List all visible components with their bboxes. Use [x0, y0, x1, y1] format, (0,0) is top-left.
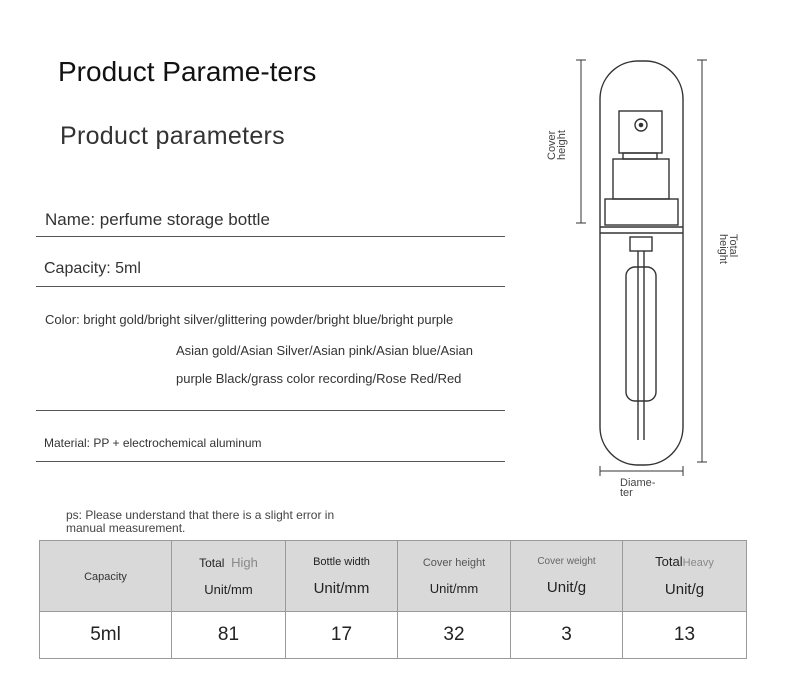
table-row	[40, 612, 747, 659]
value-cover-weight: 3	[511, 612, 623, 659]
spec-name: Name: perfume storage bottle	[45, 210, 270, 229]
spec-material: Material: PP + electrochemical aluminum	[44, 436, 262, 450]
value-total-high: 81	[172, 612, 286, 659]
header-cover-height: Cover height Unit/mm	[398, 541, 511, 612]
measurement-note: ps: Please understand that there is a slight error in manual measurement.	[66, 508, 335, 535]
header-total-high: Total High Unit/mm	[172, 541, 286, 612]
spec-color-line-2: Asian gold/Asian Silver/Asian pink/Asian blue/Asian	[176, 343, 474, 358]
bottle-outline	[600, 61, 683, 465]
divider	[36, 410, 505, 411]
spec-color-line-3: purple Black/grass color recording/Rose Red/Red	[176, 371, 462, 386]
diameter-label: Diame- ter	[620, 477, 656, 499]
page-subtitle: Product parameters	[60, 122, 285, 150]
cover-base	[605, 199, 678, 225]
spec-color-line-1: Color: bright gold/bright silver/glittering powder/bright blue/bright purple	[45, 312, 454, 327]
header-cover-weight: Cover weight Unit/g	[511, 541, 623, 612]
table-header-row	[40, 541, 747, 612]
divider	[36, 236, 505, 237]
value-total-heavy: 13	[623, 612, 747, 659]
spray-head	[619, 111, 662, 153]
pump-collar	[613, 159, 669, 199]
cover-height-label: Cover height	[546, 130, 568, 160]
parameters-table	[39, 540, 747, 659]
header-capacity: Capacity	[40, 541, 172, 612]
bottle-diagram	[560, 55, 760, 505]
spec-capacity: Capacity: 5ml	[44, 260, 141, 277]
header-bottle-width: Bottle width Unit/mm	[286, 541, 398, 612]
value-capacity: 5ml	[40, 612, 172, 659]
total-height-label: Total height	[717, 234, 739, 264]
page-title: Product Parame-ters	[58, 56, 317, 87]
value-bottle-width: 17	[286, 612, 398, 659]
divider	[36, 286, 505, 287]
value-cover-height: 32	[398, 612, 511, 659]
header-total-heavy: TotalHeavy Unit/g	[623, 541, 747, 612]
divider	[36, 461, 505, 462]
level-window	[626, 267, 656, 401]
